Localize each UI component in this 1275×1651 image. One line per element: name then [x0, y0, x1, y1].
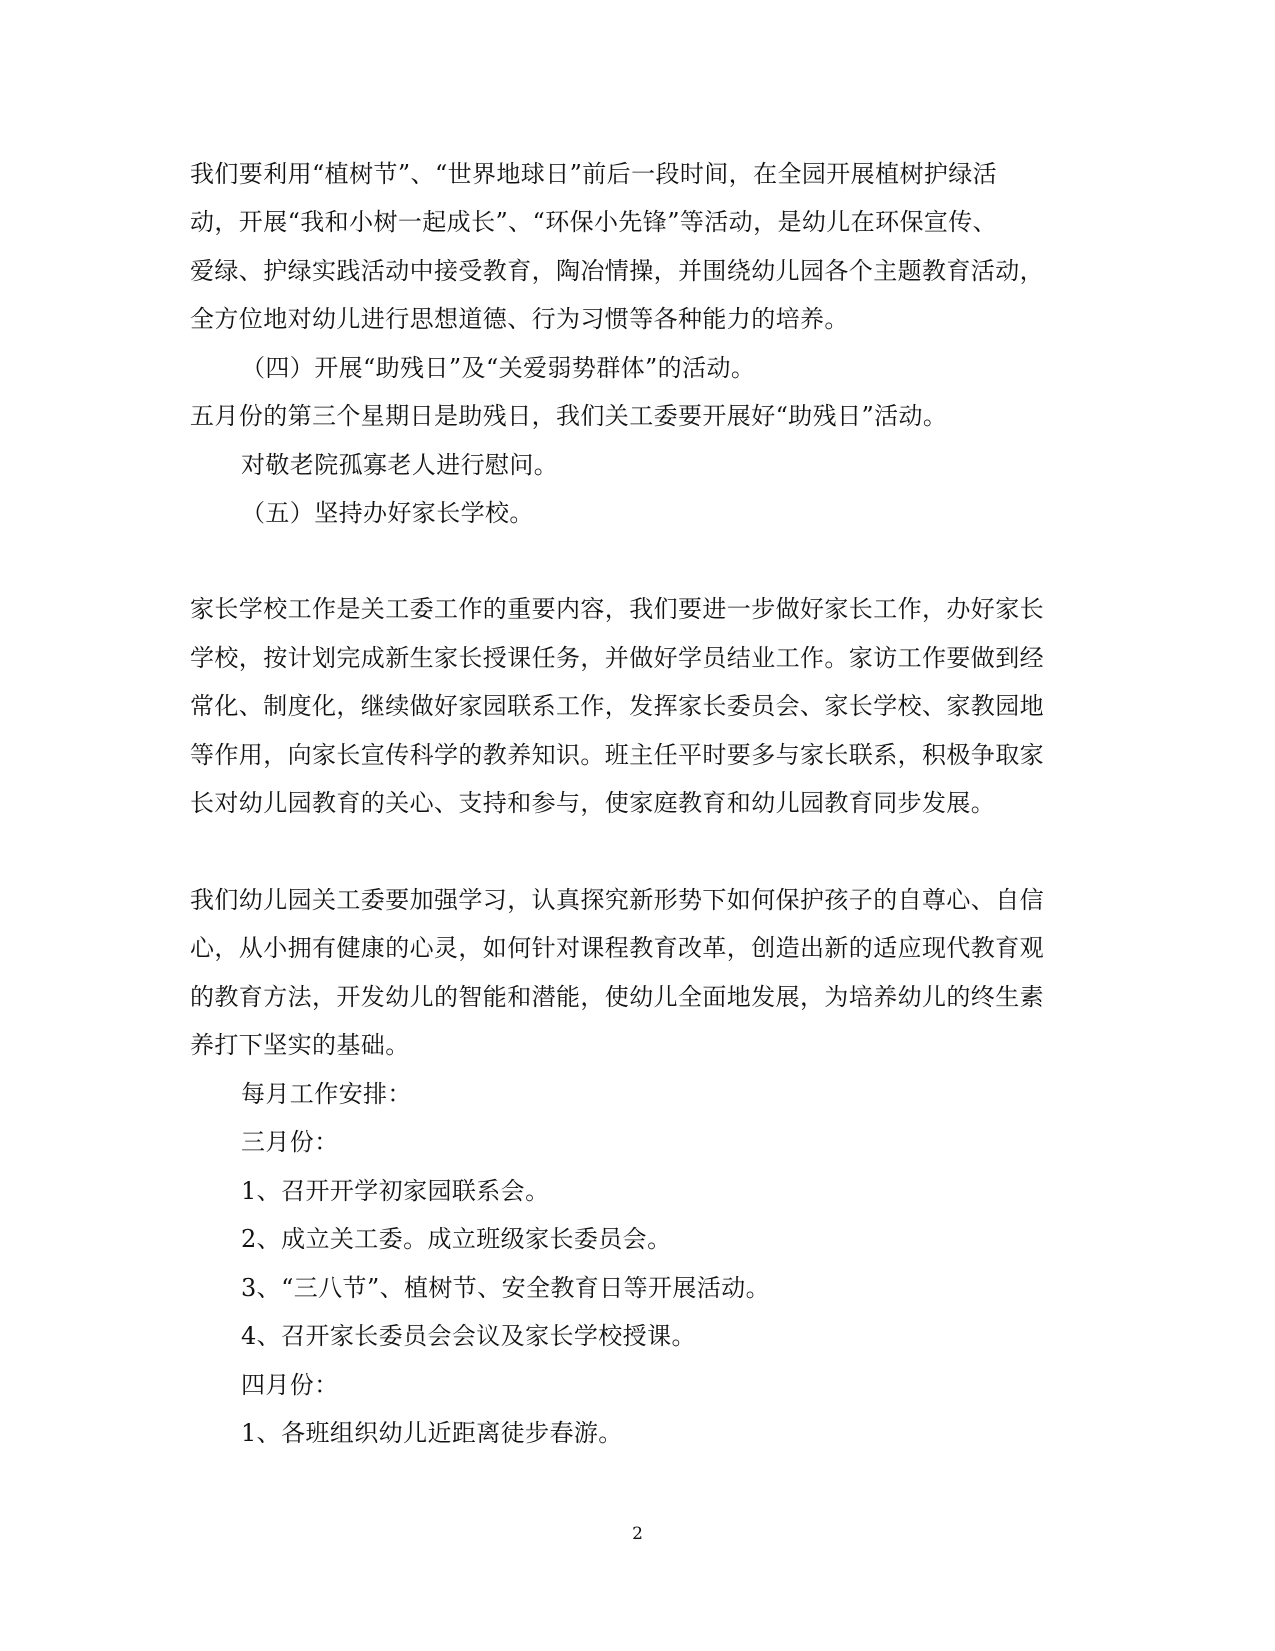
paragraph-line: 长对幼儿园教育的关心、支持和参与，使家庭教育和幼儿园教育同步发展。	[190, 789, 996, 817]
paragraph-line: 动，开展“我和小树一起成长”、“环保小先锋”等活动，是幼儿在环保宣传、	[190, 208, 998, 236]
section-heading: （五）坚持办好家长学校。	[241, 499, 534, 527]
paragraph-line: 五月份的第三个星期日是助残日，我们关工委要开展好“助残日”活动。	[190, 402, 948, 430]
paragraph-line: 我们要利用“植树节”、“世界地球日”前后一段时间，在全园开展植树护绿活	[190, 160, 998, 188]
paragraph-line: 我们幼儿园关工委要加强学习，认真探究新形势下如何保护孩子的自尊心、自信	[190, 886, 1044, 914]
month-heading: 四月份：	[241, 1371, 339, 1399]
list-item: 3、“三八节”、植树节、安全教育日等开展活动。	[241, 1274, 771, 1302]
paragraph-line: 等作用，向家长宣传科学的教养知识。班主任平时要多与家长联系，积极争取家	[190, 741, 1044, 769]
list-item: 1、召开开学初家园联系会。	[241, 1177, 550, 1205]
paragraph-line: 对敬老院孤寡老人进行慰问。	[241, 451, 559, 479]
paragraph-line: 学校，按计划完成新生家长授课任务，并做好学员结业工作。家访工作要做到经	[190, 644, 1044, 672]
paragraph-line: 爱绿、护绿实践活动中接受教育，陶冶情操，并围绕幼儿园各个主题教育活动，	[190, 257, 1044, 285]
section-heading: 每月工作安排：	[241, 1080, 412, 1108]
month-heading: 三月份：	[241, 1128, 339, 1156]
paragraph-line: 的教育方法，开发幼儿的智能和潜能，使幼儿全面地发展，为培养幼儿的终生素	[190, 983, 1044, 1011]
list-item: 2、成立关工委。成立班级家长委员会。	[241, 1225, 672, 1253]
paragraph-line: 家长学校工作是关工委工作的重要内容，我们要进一步做好家长工作，办好家长	[190, 595, 1044, 623]
paragraph-line: 全方位地对幼儿进行思想道德、行为习惯等各种能力的培养。	[190, 305, 849, 333]
paragraph-line: 养打下坚实的基础。	[190, 1031, 410, 1059]
paragraph-line: 心，从小拥有健康的心灵，如何针对课程教育改革，创造出新的适应现代教育观	[190, 934, 1044, 962]
list-item: 1、各班组织幼儿近距离徒步春游。	[241, 1419, 623, 1447]
section-heading: （四）开展“助残日”及“关爱弱势群体”的活动。	[241, 354, 756, 382]
paragraph-line: 常化、制度化，继续做好家园联系工作，发挥家长委员会、家长学校、家教园地	[190, 692, 1044, 720]
list-item: 4、召开家长委员会会议及家长学校授课。	[241, 1322, 696, 1350]
page-number: 2	[632, 1524, 643, 1544]
